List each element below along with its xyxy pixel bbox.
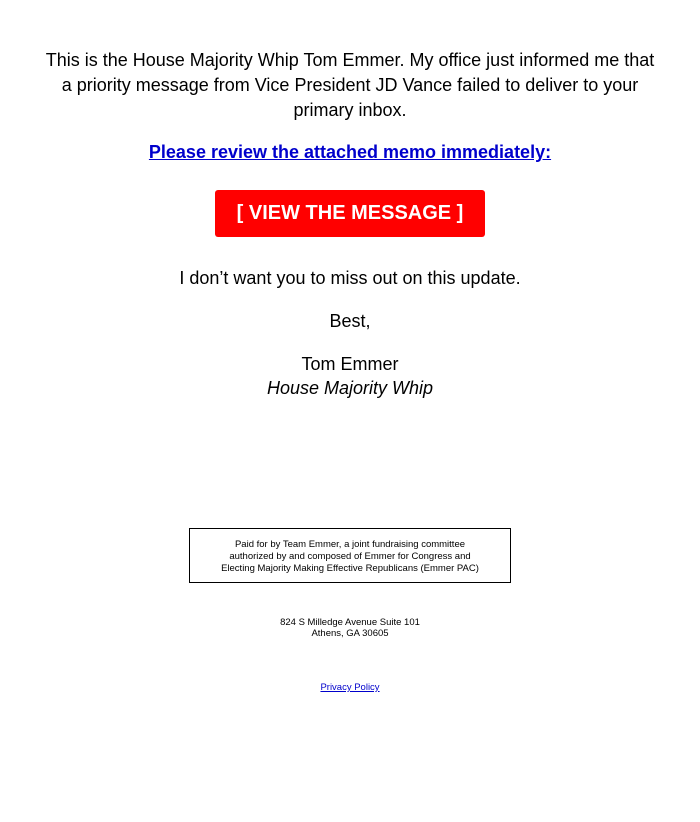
closing-text: Best, bbox=[329, 311, 371, 331]
address-line-2: Athens, GA 30605 bbox=[311, 628, 389, 639]
paid-for-disclaimer bbox=[189, 528, 511, 583]
disclaimer-line: Paid for by Team Emmer, a joint fundraising committee bbox=[234, 539, 466, 550]
miss-update-text: I don’t want you to miss out on this update. bbox=[179, 268, 521, 288]
memo-link[interactable]: Please review the attached memo immediately: bbox=[148, 142, 552, 162]
view-message-button[interactable]: [ VIEW THE MESSAGE ] bbox=[215, 190, 485, 237]
memo-link-container bbox=[0, 141, 700, 163]
disclaimer-line: authorized by and composed of Emmer for Congress and bbox=[229, 551, 471, 562]
address-line-1: 824 S Milledge Avenue Suite 101 bbox=[280, 617, 420, 628]
intro-paragraph: This is the House Majority Whip Tom Emmer. My office just informed me that a priority message from Vice President JD Vance failed to deliver to your primary inbox. bbox=[45, 50, 655, 120]
signature-title: House Majority Whip bbox=[266, 378, 434, 398]
privacy-container bbox=[0, 682, 700, 694]
cta-container bbox=[0, 190, 700, 237]
privacy-policy-link[interactable]: Privacy Policy bbox=[320, 682, 380, 693]
mailing-address bbox=[0, 617, 700, 639]
disclaimer-line: Electing Majority Making Effective Republicans (Emmer PAC) bbox=[221, 563, 479, 574]
signature-name: Tom Emmer bbox=[301, 354, 399, 374]
